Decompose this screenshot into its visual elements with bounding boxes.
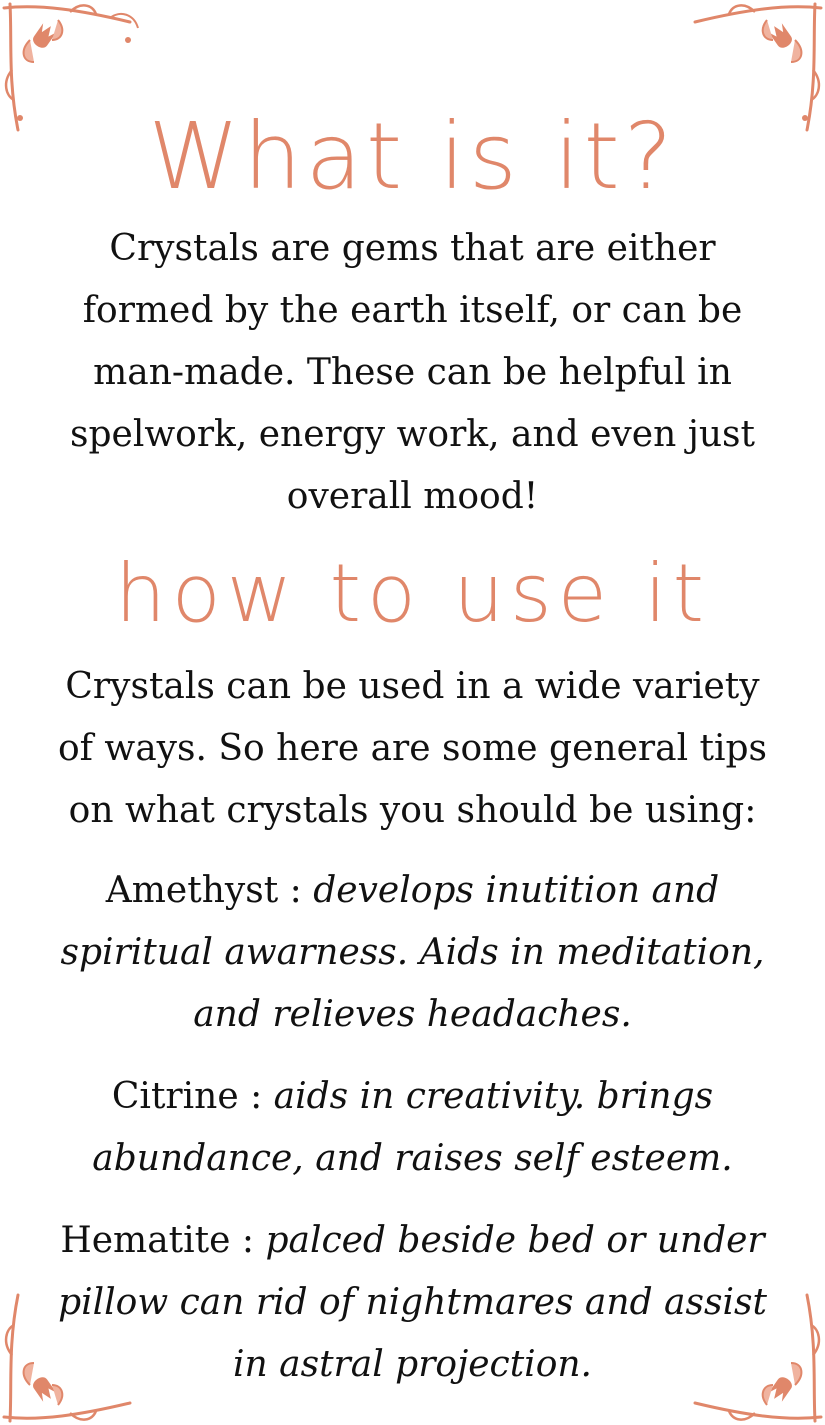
crystal-description: develops inutition and spiritual awarness. Aids in meditation, and relieves headaches. (60, 870, 765, 1035)
usage-intro-paragraph: Crystals can be used in a wide variety of ways. So here are some general tips on what crystals you should be using: (57, 666, 768, 831)
crystal-description: palced beside bed or under pillow can rid of nightmares and assist in astral projection. (58, 1220, 767, 1385)
crystal-name: Citrine : (111, 1076, 263, 1117)
crystal-name: Hematite : (60, 1220, 254, 1261)
crystal-name: Amethyst : (105, 870, 302, 911)
crystal-entry-amethyst (50, 860, 775, 1046)
crystal-description: aids in creativity. brings abundance, and raises self esteem. (92, 1076, 733, 1179)
what-is-it-heading: What is it? (148, 103, 677, 210)
how-to-use-it-heading: how to use it (115, 547, 710, 640)
crystal-entry-hematite (50, 1210, 775, 1396)
intro-paragraph: Crystals are gems that are either formed by the earth itself, or can be man-made. These can be helpful in spelwork, energy work, and even just overall mood! (70, 228, 755, 517)
crystal-entry-citrine (50, 1066, 775, 1190)
